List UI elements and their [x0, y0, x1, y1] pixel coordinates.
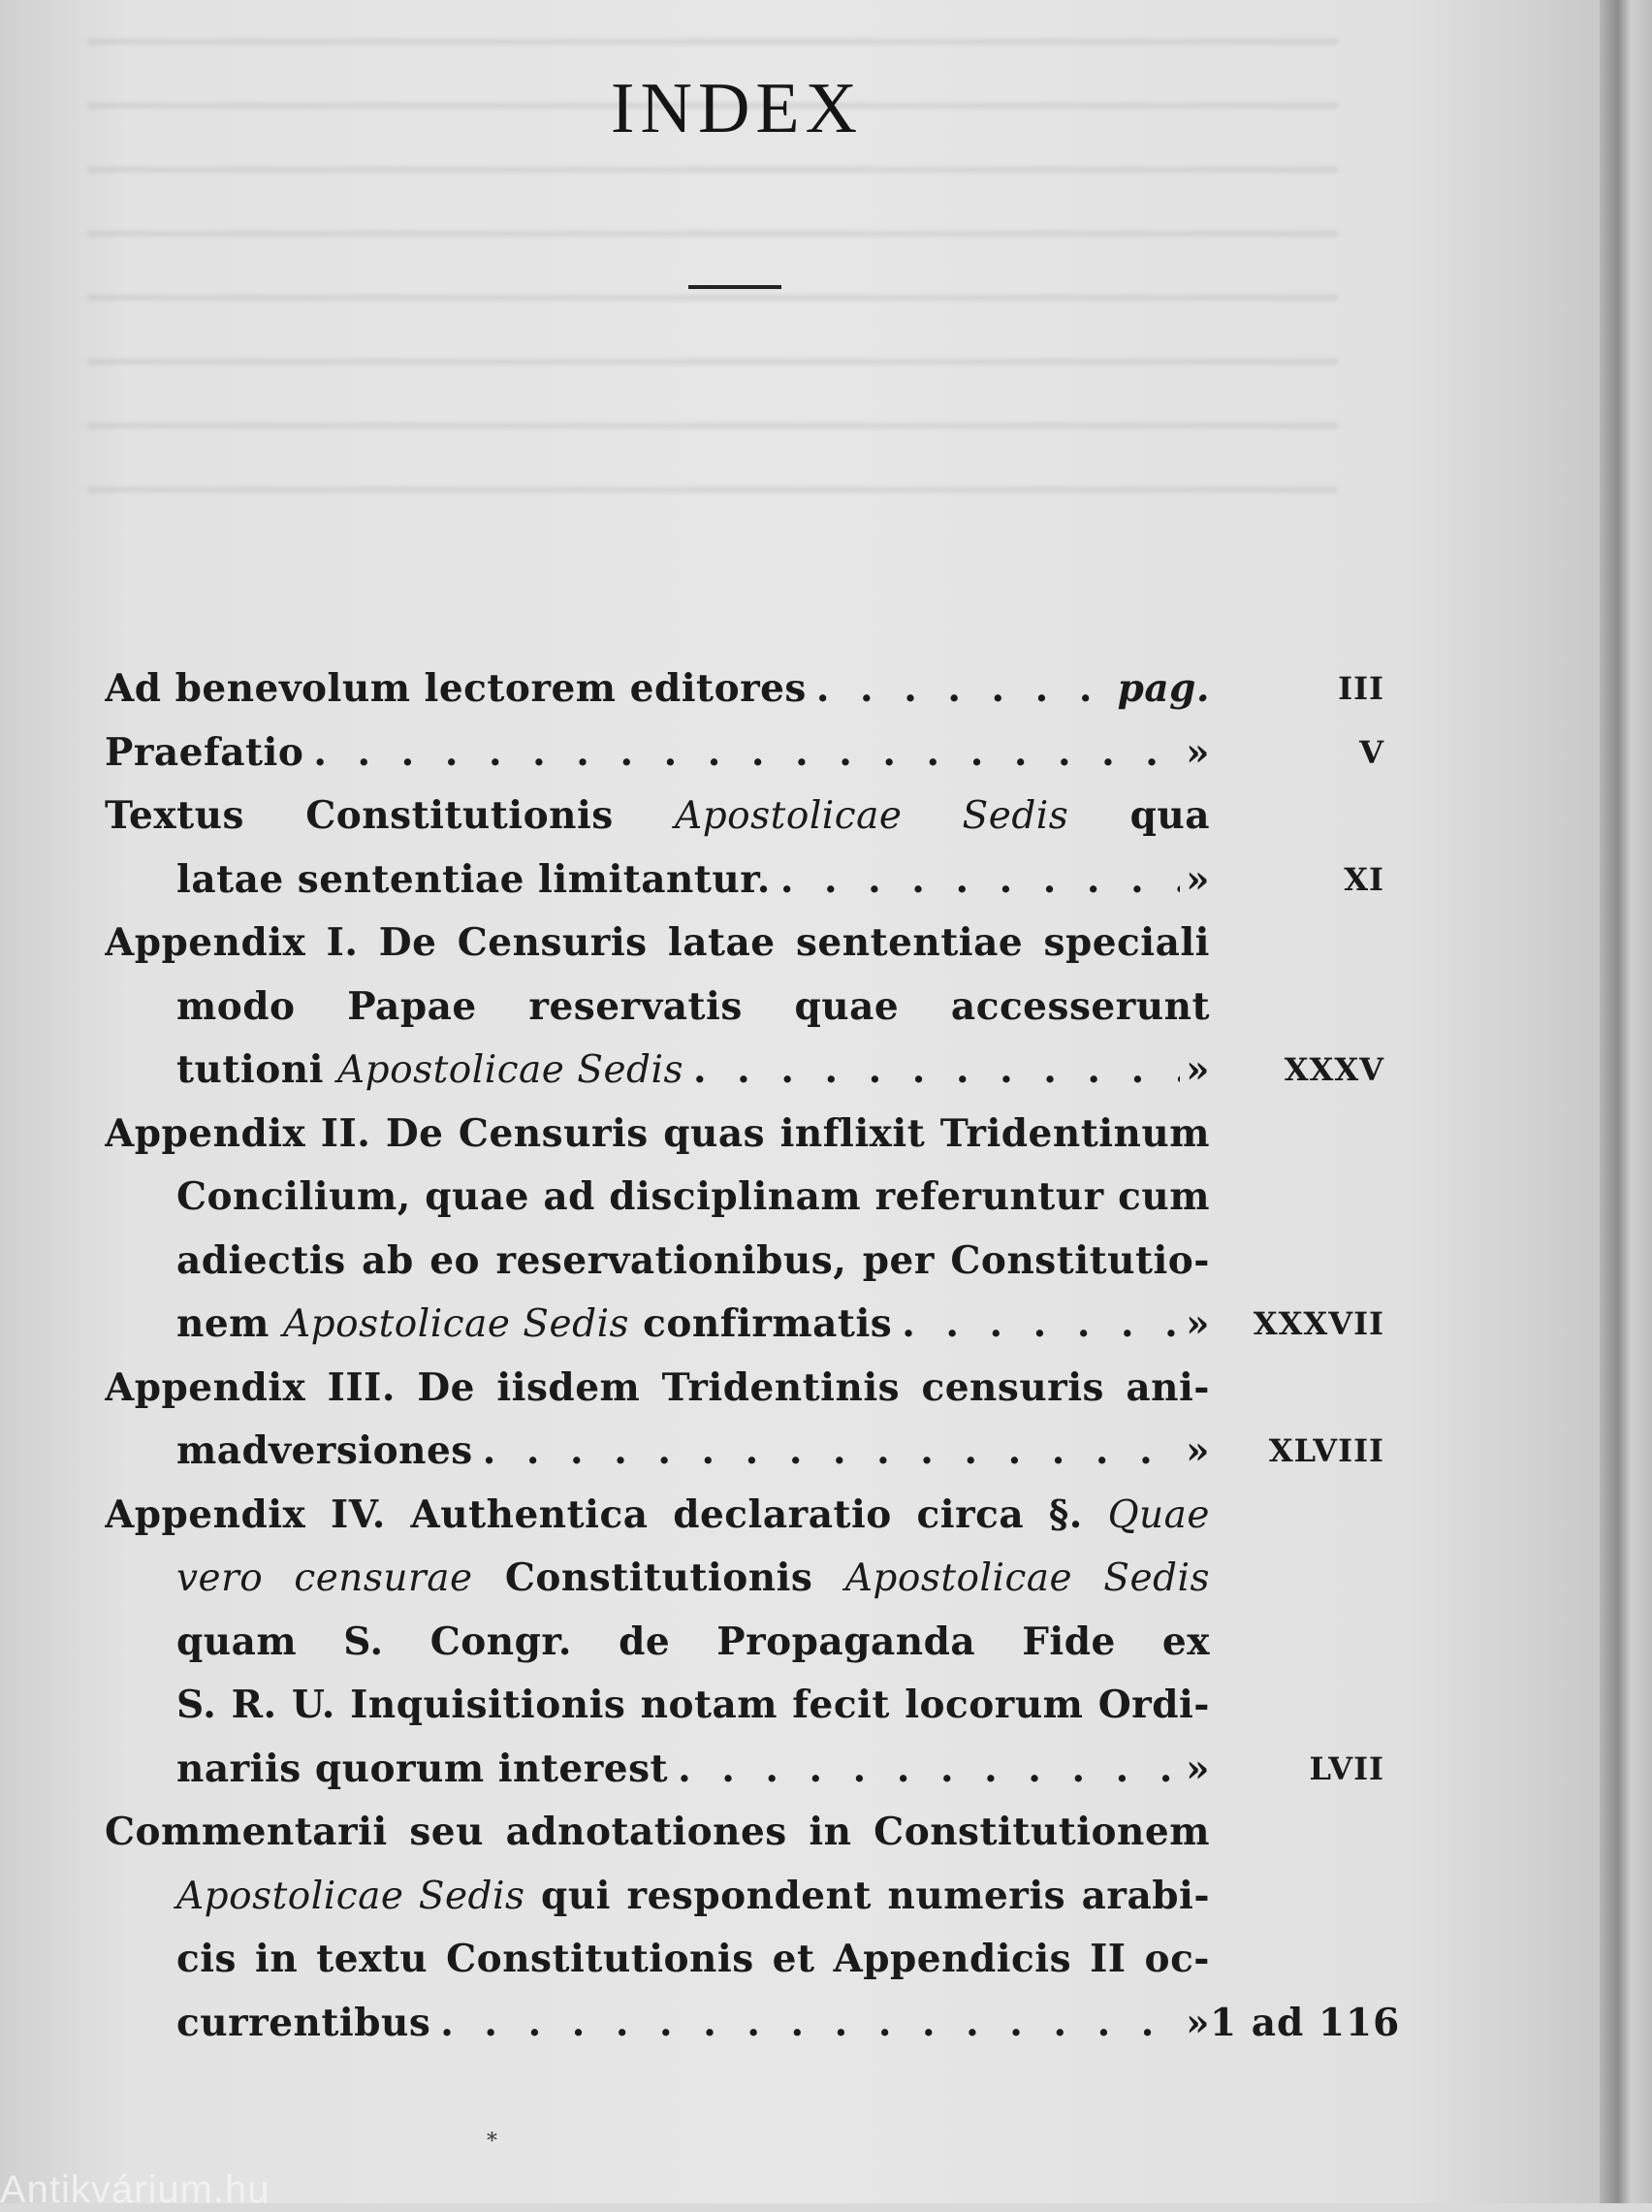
title-rule — [688, 285, 781, 289]
table-of-contents — [105, 657, 1401, 2055]
page-number: XXXV — [1284, 1051, 1384, 1088]
page-number: XLVIII — [1268, 1432, 1384, 1469]
dot-leader — [483, 1420, 1180, 1484]
toc-entry — [105, 721, 1384, 785]
dot-leader — [693, 1039, 1180, 1103]
dot-leader — [678, 1738, 1180, 1802]
ditto-mark: » — [1186, 1746, 1210, 1791]
toc-entry: Appendix I. De Censuris latae sententiae speciali modo Papae reservatis quae accesserunt tutioni Apostolicae Sedis . . . » XXXV — [105, 912, 1384, 1103]
ditto-mark: » — [1186, 1428, 1210, 1473]
toc-entry: Textus Constitutionis Apostolicae Sedis qua latae sententiae limitantur. . . . » XI — [105, 785, 1384, 912]
entry-title: madversiones — [176, 1428, 473, 1473]
watermark: Antikvárium.hu — [0, 2168, 270, 2211]
ditto-mark: » — [1186, 856, 1210, 902]
page-number: 1 ad 116 — [1210, 2000, 1401, 2045]
printer-ornament: * — [487, 2130, 497, 2154]
dot-leader — [313, 721, 1180, 785]
page-edge — [1600, 0, 1652, 2203]
dot-leader — [816, 657, 1112, 721]
page-number: V — [1359, 733, 1384, 771]
page-number: XI — [1344, 860, 1384, 898]
dot-leader — [780, 849, 1180, 913]
toc-entry: Commentarii seu adnotationes in Constitutionem Apostolicae Sedis qui respondent numeris arabi- cis in textu Constitutionis et Appendicis II oc- currentibus . . . » 1 ad 116 — [105, 1801, 1384, 2055]
toc-entry: Appendix IV. Authentica declaratio circa §. Quae vero censurae Constitutionis Apostolicae Sedis quam S. Congr. de Propaganda Fide ex S. R. U. Inquisitionis notam fecit locorum Ordi- nariis quorum interest . . . » LVII — [105, 1484, 1384, 1802]
dot-leader — [902, 1293, 1180, 1357]
entry-title: Ad benevolum lectorem editores — [105, 666, 807, 711]
entry-title: nariis quorum interest — [176, 1746, 669, 1791]
page-number: XXXVII — [1253, 1305, 1384, 1342]
toc-entry — [105, 657, 1384, 721]
ditto-mark: » — [1186, 1301, 1210, 1346]
toc-entry: Appendix III. De iisdem Tridentinis censuris ani- madversiones . . . » XLVIII — [105, 1357, 1384, 1484]
ditto-mark: » — [1186, 1047, 1210, 1092]
ditto-mark: » — [1186, 729, 1210, 775]
ditto-mark: » — [1186, 2000, 1210, 2045]
entry-title: latae sententiae limitantur. — [176, 856, 771, 902]
entry-title: currentibus — [176, 2000, 431, 2045]
page-title: INDEX — [610, 69, 864, 148]
dot-leader — [440, 1992, 1180, 2056]
page-number: III — [1338, 670, 1384, 707]
page-abbrev: pag. — [1117, 666, 1210, 711]
toc-entry: Appendix II. De Censuris quas inflixit Tridentinum Concilium, quae ad disciplinam referuntur cum adiectis ab eo reservationibus, per Constitutio- nem Apostolicae Sedis confirmatis . . . » XXXVII — [105, 1103, 1384, 1357]
entry-title: Praefatio — [105, 729, 304, 775]
page-number: LVII — [1309, 1749, 1384, 1787]
